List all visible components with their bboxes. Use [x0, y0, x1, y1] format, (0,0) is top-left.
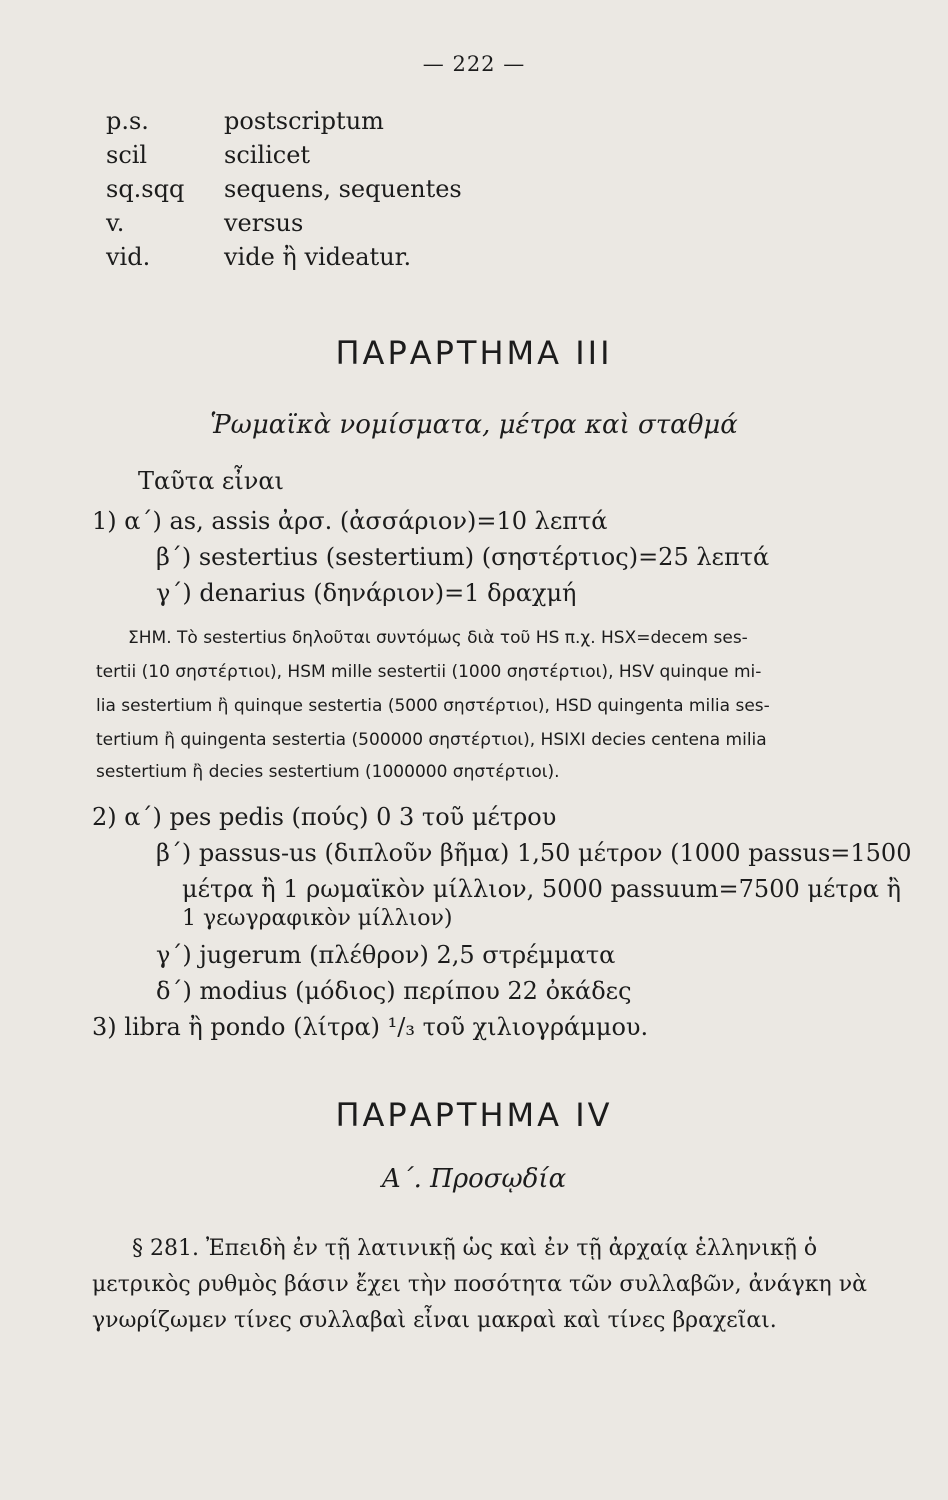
- abbreviation-row: [106, 140, 310, 170]
- abbreviation: vid.: [106, 243, 151, 271]
- abbreviation: v.: [106, 209, 125, 237]
- abbreviation-row: [106, 174, 462, 204]
- measure-item: 2) α΄) pes pedis (πούς) 0 3 τοῦ μέτρου: [92, 803, 557, 831]
- currency-item: β΄) sestertius (sestertium) (σηστέρτιος)=25 λεπτά: [156, 543, 770, 571]
- note-line: ΣΗΜ. Τὸ sestertius δηλοῦται συντόμως διὰ τοῦ HS π.χ. HSX=decem ses-: [128, 628, 748, 648]
- abbreviation: scil: [106, 141, 148, 169]
- paragraph-line: μετρικὸς ρυθμὸς βάσιν ἔχει τὴν ποσότητα τῶν συλλαβῶν, ἀνάγκη νὰ: [92, 1272, 867, 1297]
- appendix-3-subtitle: Ῥωμαϊκὰ νομίσματα, μέτρα καὶ σταθμά: [210, 410, 738, 440]
- appendix-4-title: ΠΑΡΑΡΤΗΜΑ ΙV: [335, 1096, 613, 1134]
- measure-item: γ΄) jugerum (πλέθρον) 2,5 στρέμματα: [156, 941, 616, 969]
- measure-item: δ΄) modius (μόδιος) περίπου 22 ὀκάδες: [156, 977, 632, 1005]
- note-line: sestertium ἢ decies sestertium (1000000 σηστέρτιοι).: [96, 762, 560, 782]
- appendix-4-subtitle: Α΄. Προσῳδία: [381, 1164, 567, 1194]
- paragraph-line: γνωρίζωμεν τίνες συλλαβαὶ εἶναι μακραὶ καὶ τίνες βραχεῖαι.: [92, 1308, 777, 1333]
- page-number: — 222 —: [422, 52, 526, 76]
- abbreviation: p.s.: [106, 107, 149, 135]
- abbreviation-row: [106, 242, 411, 272]
- abbreviation-meaning: vide ἢ videatur.: [224, 243, 412, 271]
- intro-text: Ταῦτα εἶναι: [138, 467, 284, 495]
- abbreviation-row: [106, 208, 303, 238]
- weight-item: 3) libra ἢ pondo (λίτρα) ¹/₃ τοῦ χιλιογράμμου.: [92, 1013, 649, 1041]
- abbreviation-meaning: versus: [224, 209, 304, 237]
- currency-item: γ΄) denarius (δηνάριον)=1 δραχμή: [156, 579, 577, 607]
- note-line: tertium ἢ quingenta sestertia (500000 σηστέρτιοι), HSIXI decies centena milia: [96, 730, 767, 750]
- abbreviation-meaning: postscriptum: [224, 107, 384, 135]
- currency-item: 1) α΄) as, assis ἀρσ. (ἀσσάριον)=10 λεπτά: [92, 507, 608, 535]
- appendix-3-title: ΠΑΡΑΡΤΗΜΑ ΙΙΙ: [335, 334, 613, 372]
- abbreviation-meaning: scilicet: [224, 141, 311, 169]
- note-line: tertii (10 σηστέρτιοι), HSM mille sestertii (1000 σηστέρτιοι), HSV quinque mi-: [96, 662, 762, 682]
- note-line: lia sestertium ἢ quinque sestertia (5000 σηστέρτιοι), HSD quingenta milia ses-: [96, 696, 770, 716]
- abbreviation: sq.sqq: [106, 175, 185, 203]
- measure-item: 1 γεωγραφικὸν μίλλιον): [182, 906, 453, 931]
- measure-item: β΄) passus-us (διπλοῦν βῆμα) 1,50 μέτρον (1000 passus=1500: [156, 839, 912, 867]
- abbreviation-row: [106, 106, 384, 136]
- abbreviation-meaning: sequens, sequentes: [224, 175, 462, 203]
- measure-item: μέτρα ἢ 1 ρωμαϊκὸν μίλλιον, 5000 passuum=7500 μέτρα ἢ: [182, 875, 901, 903]
- paragraph-line: § 281. Ἐπειδὴ ἐν τῇ λατινικῇ ὡς καὶ ἐν τῇ ἀρχαίᾳ ἑλληνικῇ ὁ: [132, 1236, 818, 1261]
